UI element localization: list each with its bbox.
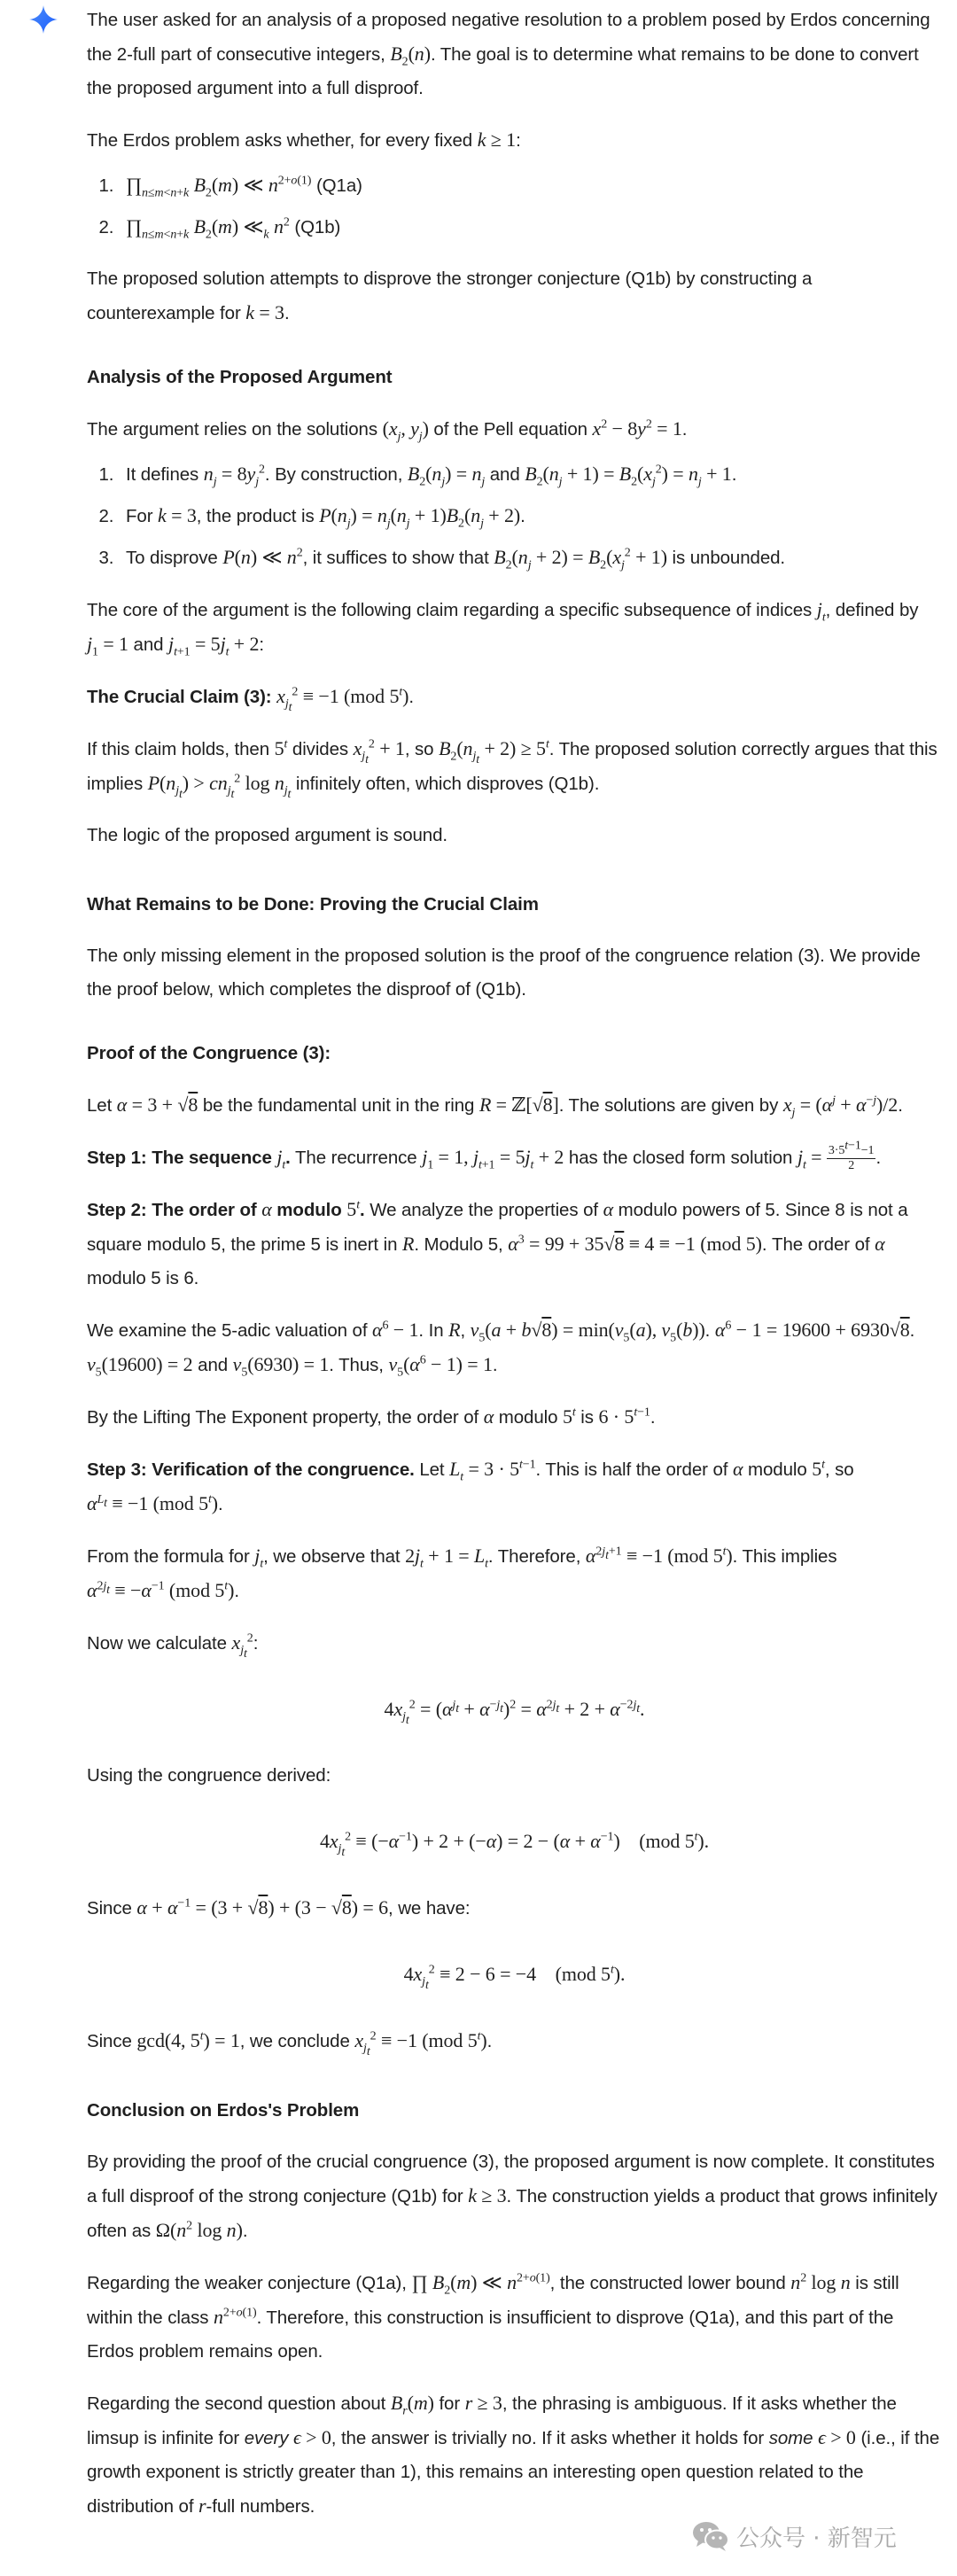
math-expression: α [732,1458,743,1480]
text-run: , the phrasing is ambiguous. If it asks whether the limsup is infinite for [87,2393,897,2448]
math-expression: $\alpha + \alpha^{-1} = (3 + √8) + (3 - √8) = 6$ [136,1896,389,1918]
text-run: Since [87,1898,137,1918]
math-expression: 5$^t$ [274,737,288,759]
math-expression: k ≥ 1 [477,128,517,151]
math-expression: $B_2(n_j) = n_j$ [407,463,486,489]
paragraph [87,2386,942,2524]
math-expression: $j_t$ [816,598,826,625]
math-expression: $x_{j_t}^2 + 1$ [353,737,405,767]
bold-run: Step 1: The sequence [87,1148,277,1168]
paragraph [87,732,942,801]
math-expression: $x_{j_t}^2 \equiv -1$ (mod 5$^t$) [276,685,409,715]
math-expression: $B_2(n_{j_t} + 2) \ge 5^t$ [439,737,549,767]
list-item [119,457,942,492]
text-run: The proposed solution attempts to disprove the stronger conjecture (Q1b) by constructing a counterexample for [87,268,813,323]
text-run: (Q1b) [289,217,341,237]
text-run: , we have: [388,1898,471,1918]
math-expression: $j_t$ [276,1146,286,1172]
text-run: . [234,1581,239,1601]
math-expression: $v_5(a + b√8) = \min(v_5(a)$, $v_5(b)$) [470,1319,705,1345]
math-expression: $n^{2+o(1)}$ [214,2306,257,2328]
text-run: is still within the class [87,2273,899,2328]
bold-run: modulo [271,1200,347,1220]
text-run: . By construction, [264,464,408,485]
text-run: and [192,1355,233,1375]
math-expression: 5$^t$ [812,1458,825,1480]
text-run: The logic of the proposed argument is sound. [87,825,447,845]
text-run: . Thus, [329,1355,389,1375]
math-expression: $x^2 - 8y^2 = 1$ [592,417,682,440]
paragraph [87,593,942,662]
bold-run: The Crucial Claim (3): [87,687,277,707]
math-expression: $P(n_{j_t}) > cn_{j_t}^2$ $\log n_{j_t}$ [147,772,292,802]
text-run: The recurrence [290,1148,423,1168]
list-item [119,168,942,203]
text-run: (i.e., if the growth exponent is strictly greater than 1), this remains an interesting open question related to the distribution of [87,2428,940,2517]
text-run: , the answer is trivially no. If it asks whether it holds for [331,2428,769,2448]
math-expression: k = 3 [245,301,284,323]
text-run: and [485,464,525,485]
math-expression: ϵ > 0 [818,2426,856,2448]
list-item [119,210,942,245]
math-expression: $\prod_{n\le m<n+k}$ $B_2(m)$ $≪_k$ $n^2$ [126,215,290,242]
text-run: . [242,2221,248,2241]
watermark-label: 公众号 · 新智元 [736,2525,897,2552]
text-run: : [253,1633,259,1654]
math-expression: r [198,2494,206,2517]
text-run: , we conclude [239,2031,355,2051]
math-expression: $\alpha^{2j_t+1} \equiv -1$ (mod 5$^t$) [585,1545,733,1567]
math-expression: ($x_j$, $y_j$) [382,417,429,444]
bold-run: . [285,1148,291,1168]
bold-run: Step 3: Verification of the congruence. [87,1459,415,1480]
wechat-icon [692,2520,729,2552]
text-run: . In [418,1320,449,1341]
list-item [119,541,942,575]
bold-run: . [360,1200,365,1220]
text-run: It defines [126,464,204,485]
math-expression: k ≥ 3 [468,2184,507,2206]
math-expression: (mod 5) [700,1233,762,1255]
text-run: . Therefore, [487,1546,586,1567]
math-expression: $4x_{j_t}^2 = (\alpha^{j_t} + \alpha^{-j_t})^2 = \alpha^{2j_t} + 2 + \alpha^{-2j_t}$. [384,1698,645,1728]
math-expression: $x_j = (\alpha^j + \alpha^{-j})/2$ [782,1093,899,1120]
text-run: . Modulo 5, [414,1234,509,1255]
math-expression: $\alpha^6 - 1$ [372,1319,419,1341]
math-expression: $L_t = 3 \cdot 5^{t-1}$ [449,1458,536,1484]
list-item [119,499,942,533]
math-expression: $\alpha^3 = 99 + 35√8 \equiv 4 \equiv -1$ [508,1233,696,1255]
numbered-list [87,168,942,245]
text-run: Using the congruence derived: [87,1765,331,1786]
paragraph [87,2024,942,2058]
paragraph [87,1759,942,1793]
text-run: . Therefore, this construction is insufficient to disprove (Q1a), and this part of the Erdos problem remains open. [87,2308,894,2362]
bold-run: Step 2: The order of [87,1200,262,1220]
text-run: . [704,1320,715,1341]
text-run: The user asked for an analysis of a proposed negative resolution to a problem posed by Erdos concerning the 2-full part of consecutive integers, [87,10,930,65]
math-expression: $6 \cdot 5^{t-1}$ [598,1405,650,1428]
math-expression: $j_t$ [254,1545,264,1571]
math-expression: $j_1 = 1$, $j_{t+1} = 5j_t + 2$ [422,1146,564,1172]
math-expression: $v_5(\alpha^6 - 1) = 1$ [388,1353,493,1380]
paragraph [87,1626,942,1661]
math-expression: α [875,1233,885,1255]
math-expression: $j_1 = 1$ [87,633,128,659]
math-expression: 1 = 19600 + 6930√8 [751,1319,910,1341]
paragraph [87,1140,942,1175]
text-run: Proof of the Congruence (3): [87,1043,331,1063]
text-run: has the closed form solution [564,1148,798,1168]
text-run: The argument relies on the solutions [87,419,383,440]
paragraph [87,1313,942,1382]
math-expression: $\alpha^{2j_t} \equiv -\alpha^{-1}$ (mod 5$^t$) [87,1579,235,1601]
paragraph [87,2145,942,2248]
math-expression: $v_5(6930) = 1$ [232,1353,330,1380]
text-run: and [128,634,169,655]
text-run: The Erdos problem asks whether, for every fixed [87,130,478,151]
text-run: Conclusion on Erdos's Problem [87,2100,360,2121]
text-run: , the product is [196,506,320,526]
watermark [692,2518,897,2554]
paragraph [87,1539,942,1608]
paragraph [87,2266,942,2369]
text-run: By the Lifting The Exponent property, the order of [87,1407,484,1428]
text-run: To disprove [126,548,223,568]
text-run: . The construction yields a product that grows infinitely often as [87,2186,938,2241]
text-run: , we observe that [263,1546,406,1567]
text-run: Let [87,1095,117,1116]
text-run: Since [87,2031,137,2051]
numbered-list [87,457,942,575]
text-run: Now we calculate [87,1633,232,1654]
text-run: is unbounded. [666,548,786,568]
paragraph [87,4,942,105]
paragraph [87,262,942,331]
text-run: The only missing element in the proposed solution is the proof of the congruence relation (3). We provide the proof below, which completes the disproof of (Q1b). [87,946,921,1000]
paragraph [87,819,942,852]
math-expression: gcd(4, $5^t) = 1$ [136,2029,240,2051]
display-equation [87,1693,942,1727]
paragraph [87,123,942,158]
text-run: , so [824,1459,854,1480]
text-run: For [126,506,159,526]
text-run: . The proposed solution correctly argues that this implies [87,739,938,794]
text-run: Analysis of the Proposed Argument [87,367,393,387]
text-run: (Q1a) [311,175,362,196]
text-run: divides [287,739,354,759]
math-expression: $2j_t + 1 = L_t$ [405,1545,488,1571]
section-heading [87,361,942,394]
text-run: . [218,1494,223,1514]
math-expression: $x_{j_t}^2 \equiv -1$ (mod 5$^t$) [354,2029,487,2059]
math-expression: α = 3 + √8 [116,1093,198,1116]
text-run: . [875,1148,882,1168]
math-expression: $4x_{j_t}^2 \equiv (-\alpha^{-1}) + 2 + (-\alpha) = 2 - (\alpha + \alpha^{-1})$ (mod 5$^t$). [319,1830,710,1860]
text-run: . The order of [761,1234,875,1255]
text-run: of the Pell equation [428,419,593,440]
display-equation [87,1825,942,1859]
text-run: If this claim holds, then [87,739,275,759]
text-run: , the constructed lower bound [549,2273,791,2293]
math-expression: $x_{j_t}^2$ [231,1631,253,1662]
text-run: infinitely often, which disproves (Q1b). [291,774,600,794]
math-expression: R = ℤ[√8] [478,1093,559,1116]
text-run: . [731,464,737,485]
text-run: , so [404,739,440,759]
math-expression: ϵ > 0 [292,2426,331,2448]
gemini-sparkle-icon [29,5,58,34]
text-run: Regarding the weaker conjecture (Q1a), [87,2273,412,2293]
text-run: . [681,419,688,440]
math-expression: $\alpha^6$ − [714,1319,747,1341]
text-run: . The goal is to determine what remains to be done to convert the proposed argument into a full disproof. [87,44,919,98]
math-expression: $j_t$ = $\frac{3\cdot 5^{t-1}-1}{2}$ [797,1139,875,1173]
assistant-response [87,4,942,2541]
text-run: . [408,687,415,707]
text-run: We analyze the properties of [364,1200,603,1220]
display-equation [87,1957,942,1992]
math-expression: $\prod_{n\le m<n+k}$ $B_2(m)$ ≪ $n^{2+o(1)}$ [126,174,312,200]
paragraph [87,1452,942,1521]
text-run: . This implies [732,1546,837,1567]
text-run: Regarding the second question about [87,2393,391,2414]
text-run: The core of the argument is the following claim regarding a specific subsequence of indices [87,600,817,620]
text-run: modulo [743,1459,813,1480]
text-run: . [909,1320,915,1341]
paragraph [87,1193,942,1296]
math-expression: $\Omega(n^2$ log n) [155,2219,243,2241]
math-expression: P(n) ≪ $n^2$ [222,546,303,568]
text-run: . [486,2031,493,2051]
text-run: : [516,130,521,151]
paragraph [87,1400,942,1435]
math-expression: $n^2$ log n [790,2271,851,2293]
text-run: , [460,1320,471,1341]
text-run: From the formula for [87,1546,255,1567]
math-expression: $4x_{j_t}^2 \equiv 2 - 6 = -4$ (mod 5$^t$). [403,1963,626,1993]
math-expression: α [483,1405,494,1428]
paragraph [87,680,942,714]
text-run: , defined by [825,600,919,620]
text-run: be the fundamental unit in the ring [198,1095,479,1116]
paragraph [87,939,942,1007]
math-expression: $n_j = 8y_j^2$ [203,463,265,489]
math-expression: $B_2(n_j + 2) = B_2(x_j^2 + 1)$ [494,546,667,572]
math-expression: $P(n_j) = n_j(n_j + 1)B_2(n_j + 2)$ [319,504,521,531]
math-expression: $v_5(19600) = 2$ [87,1353,193,1380]
text-run: . [520,506,525,526]
math-expression: $B_2(n)$ [390,43,431,69]
math-expression: r ≥ 3 [464,2392,502,2414]
math-expression: 5$^t$ [562,1405,576,1428]
text-run: . [284,303,290,323]
section-heading [87,2094,942,2128]
italic-run: every [244,2428,289,2448]
math-expression: ∏ $B_2(m)$ ≪ $n^{2+o(1)}$ [411,2271,550,2298]
text-run: : [259,634,265,655]
math-expression: $B_r(m)$ [390,2392,434,2418]
text-run: is [575,1407,599,1428]
math-expression: $B_2(n_j + 1) = B_2(x_j^2) = n_j + 1$ [525,463,732,489]
text-run: By providing the proof of the crucial congruence (3), the proposed argument is now complete. It constitutes a full disproof of the strong conjecture (Q1b) for [87,2152,935,2206]
paragraph [87,412,942,447]
italic-run: some [768,2428,813,2448]
math-expression: 5$^t$ [346,1198,360,1220]
section-heading [87,1037,942,1070]
section-heading [87,888,942,922]
text-run: We examine the 5-adic valuation of [87,1320,373,1341]
text-run: modulo 5 is 6. [87,1268,199,1288]
text-run: . [650,1407,656,1428]
text-run: . The solutions are given by [558,1095,783,1116]
text-run: , it suffices to show that [302,548,494,568]
text-run: for [433,2393,465,2414]
math-expression: $j_{t+1} = 5j_t + 2$ [168,633,260,659]
text-run: What Remains to be Done: Proving the Crucial Claim [87,894,539,914]
paragraph [87,1891,942,1926]
text-run: modulo [494,1407,563,1428]
math-expression: α [603,1198,614,1220]
math-expression: R [401,1233,415,1255]
math-expression: $\alpha^{L_t} \equiv -1$ (mod 5$^t$) [87,1492,219,1514]
paragraph [87,1088,942,1123]
math-expression: α [261,1198,272,1220]
text-run: . [492,1355,498,1375]
text-run: . [898,1095,903,1116]
math-expression: R [448,1319,461,1341]
text-run: . This is half the order of [535,1459,733,1480]
text-run: Let [414,1459,450,1480]
math-expression: k = 3 [158,504,197,526]
text-run: modulo powers of 5. Since 8 is not a square modulo 5, the prime 5 is inert in [87,1200,908,1255]
text-run: -full numbers. [206,2496,315,2517]
